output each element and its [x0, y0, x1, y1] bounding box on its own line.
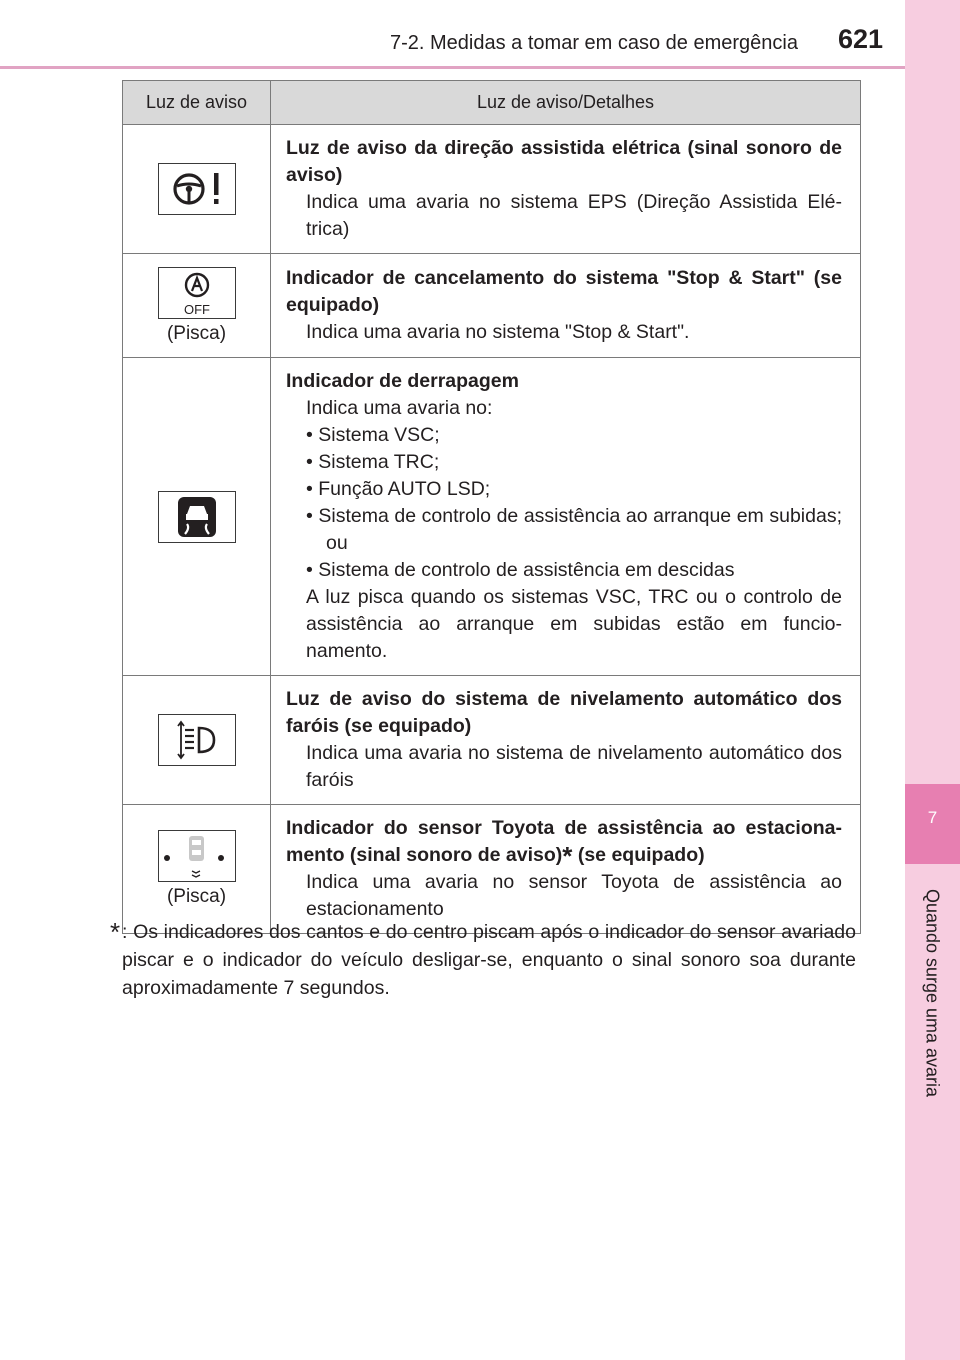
footnote-marker: *: [110, 917, 121, 947]
icon-cell: [123, 125, 271, 254]
row-title: Luz de aviso da direção assistida elétrica (sinal sonoro de aviso): [286, 137, 842, 186]
list-item: • Sistema VSC;: [306, 424, 440, 446]
row-description: Indica uma avaria no:: [306, 397, 493, 419]
section-title: 7-2. Medidas a tomar em caso de emergência: [390, 32, 798, 54]
list-item: • Sistema TRC;: [306, 451, 440, 473]
row-title: Indicador de cancelamento do sistema "Stop & Start" (se equipado): [286, 267, 842, 316]
header-divider: [0, 66, 905, 69]
footnote-marker: *: [562, 841, 573, 871]
row-extra-note: A luz pisca quando os sistemas VSC, TRC ou o controlo de assistência ao arranque em subidas estão em funcio-namento.: [306, 586, 842, 662]
column-header-details: Luz de aviso/Detalhes: [271, 81, 861, 125]
row-description: Indica uma avaria no sistema de nivelamento automático dos faróis: [306, 742, 842, 791]
details-cell: [271, 358, 861, 676]
chapter-sidebar: [905, 0, 960, 1360]
list-item: • Sistema de controlo de assistência ao arranque em subidas; ou: [306, 505, 842, 554]
chapter-number: 7: [927, 808, 938, 827]
column-header-light: Luz de aviso: [123, 81, 271, 125]
row-description: Indica uma avaria no sistema EPS (Direção Assistida Elé-trica): [306, 191, 842, 240]
table-row: [123, 125, 861, 254]
details-cell: [271, 254, 861, 358]
table-row: [123, 254, 861, 358]
details-cell: [271, 676, 861, 805]
table-header-row: [123, 81, 861, 125]
table-row: [123, 805, 861, 934]
table-row: [123, 358, 861, 676]
warning-lights-table: [122, 80, 861, 934]
headlight-leveling-icon: [158, 714, 236, 766]
slip-indicator-icon: [158, 491, 236, 543]
icon-cell: [123, 358, 271, 676]
icon-off-label: OFF: [183, 301, 210, 317]
footnote-text: : Os indicadores dos cantos e do centro piscam após o indicador do sensor avariado piscar e o indicador do veículo desligar-se, enquanto o sinal sonoro soa durante aproximadamente 7 segundos.: [122, 921, 856, 999]
table-row: [123, 676, 861, 805]
row-title: Indicador do sensor Toyota de assistência ao estaciona-mento (sinal sonoro de aviso)* (se equipado): [286, 817, 842, 871]
icon-cell: [123, 805, 271, 934]
parking-sensor-icon: [158, 830, 236, 882]
row-title: Luz de aviso do sistema de nivelamento automático dos faróis (se equipado): [286, 688, 842, 737]
list-item: • Sistema de controlo de assistência em descidas: [306, 559, 735, 581]
icon-cell: [123, 254, 271, 358]
details-cell: [271, 125, 861, 254]
footnote: [110, 918, 856, 1002]
chapter-tab: [905, 784, 960, 864]
row-description: Indica uma avaria no sistema "Stop & Start".: [306, 321, 690, 343]
details-cell: [271, 805, 861, 934]
icon-cell: [123, 676, 271, 805]
eps-warning-icon: [158, 163, 236, 215]
icon-caption: (Pisca): [166, 322, 227, 344]
page-number: 621: [838, 24, 884, 54]
row-description: Indica uma avaria no sensor Toyota de assistência ao estacionamento: [306, 871, 842, 920]
row-title: Indicador de derrapagem: [286, 370, 519, 392]
chapter-title: Quando surge uma avaria: [922, 888, 943, 1098]
list-item: • Função AUTO LSD;: [306, 478, 491, 500]
stop-start-off-icon: [158, 267, 236, 319]
icon-caption: (Pisca): [166, 886, 227, 907]
